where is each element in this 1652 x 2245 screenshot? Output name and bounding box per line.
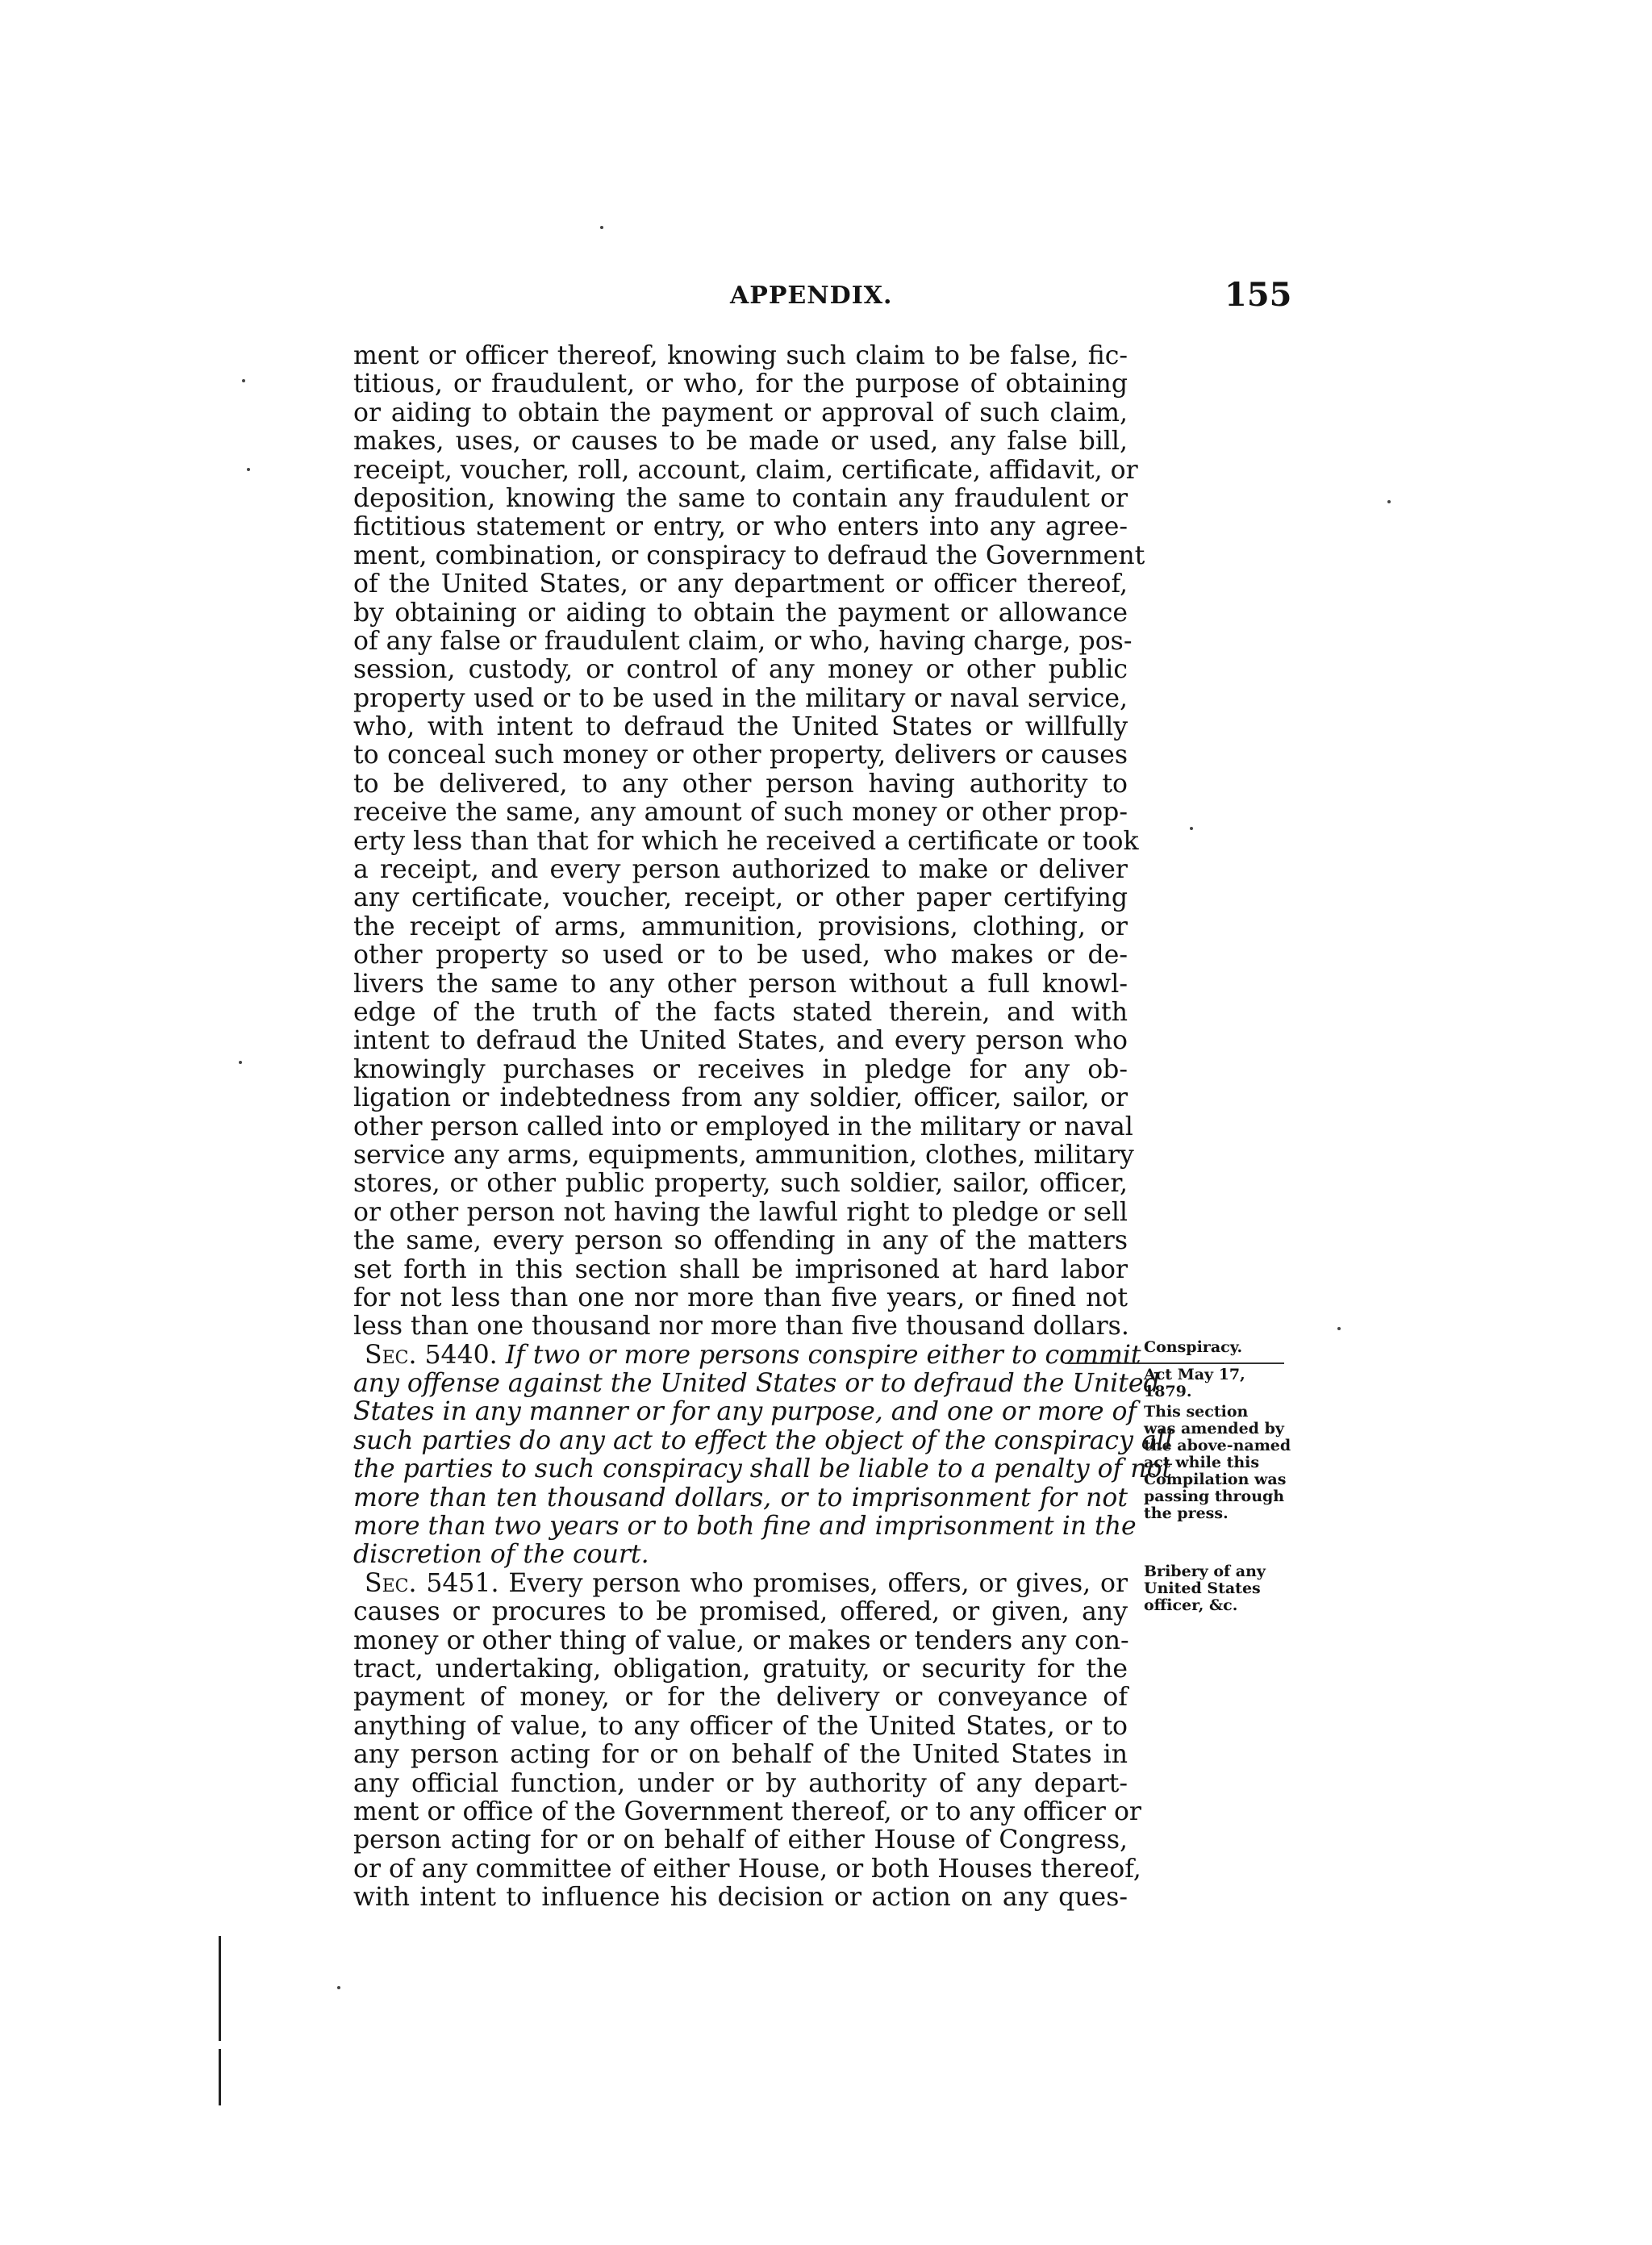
text-line: less than one thousand nor more than five thousand dollars. (353, 1312, 1129, 1342)
scan-speck (1337, 1327, 1341, 1330)
section-number: 5440. (424, 1340, 498, 1370)
text-line: ment, combination, or conspiracy to defraud the Government (353, 540, 1145, 570)
text-line: the parties to such conspiracy shall be liable to a penalty of not (353, 1454, 1173, 1484)
margin-note-line: Compilation was (1144, 1471, 1287, 1488)
margin-note-act-date: Act May 17, (1144, 1366, 1245, 1383)
text-line: set forth in this section shall be imprisoned at hard labor (353, 1254, 1128, 1284)
scan-speck (239, 1061, 242, 1064)
text-line: fictitious statement or entry, or who enters into any agree- (353, 512, 1128, 542)
text-line: erty less than that for which he received a certificate or took (353, 826, 1139, 856)
text-line: any official function, under or by authority of any depart- (353, 1768, 1128, 1798)
text-line: such parties do any act to effect the object of the conspiracy all (353, 1425, 1173, 1455)
margin-note-line: the above-named (1144, 1437, 1291, 1454)
text-line: ment or office of the Government thereof, or to any officer or (353, 1796, 1141, 1826)
margin-note-bribery (1144, 1563, 1302, 1614)
scan-speck (242, 379, 245, 382)
text-line: titious, or fraudulent, or who, for the purpose of obtaining (353, 369, 1128, 399)
margin-note-line: Bribery of any (1144, 1563, 1266, 1580)
text-line: service any arms, equipments, ammunition, clothes, military (353, 1140, 1134, 1170)
text-line: any person acting for or on behalf of the United States in (353, 1740, 1128, 1770)
text-line: any certificate, voucher, receipt, or other paper certifying (353, 883, 1128, 913)
section-number: 5451. (426, 1568, 499, 1598)
text-line: for not less than one nor more than five years, or fined not (353, 1283, 1128, 1312)
margin-note-line: the press. (1144, 1504, 1229, 1522)
margin-note-line: passing through (1144, 1488, 1285, 1505)
section-5451-heading-line (353, 1570, 1128, 1598)
text-line: deposition, knowing the same to contain any fraudulent or (353, 483, 1128, 513)
text-line: or other person not having the lawful right to pledge or sell (353, 1197, 1128, 1227)
text-line: receipt, voucher, roll, account, claim, certificate, affidavit, or (353, 455, 1138, 485)
text-line: any offense against the United States or to defraud the United (353, 1369, 1160, 1399)
margin-note-line: This section (1144, 1403, 1249, 1421)
text-line: or aiding to obtain the payment or approval of such claim, (353, 398, 1128, 428)
text-line: discretion of the court. (353, 1540, 649, 1570)
text-line: of any false or fraudulent claim, or who, having charge, pos- (353, 626, 1133, 656)
text-line: of the United States, or any department or officer thereof, (353, 570, 1128, 599)
margin-note-amendment (1144, 1404, 1302, 1522)
text-line: ligation or indebtedness from any soldier, officer, sailor, or (353, 1083, 1128, 1113)
text-line: other person called into or employed in the military or naval (353, 1112, 1133, 1141)
scan-speck (247, 468, 250, 471)
margin-note-line: officer, &c. (1144, 1596, 1238, 1614)
text-line: anything of value, to any officer of the United States, or to (353, 1711, 1128, 1741)
scan-speck (1190, 827, 1193, 830)
text-line: tract, undertaking, obligation, gratuity, or security for the (353, 1654, 1128, 1684)
text-line: who, with intent to defraud the United States or willfully (353, 712, 1128, 742)
margin-note-line: was amended by (1144, 1420, 1284, 1438)
text-line: States in any manner or for any purpose, and one or more of (353, 1397, 1137, 1427)
text-line: other property so used or to be used, who makes or de- (353, 941, 1128, 970)
margin-note-conspiracy: Conspiracy. (1144, 1338, 1243, 1356)
text-line: makes, uses, or causes to be made or used, any false bill, (353, 427, 1128, 457)
section-text: Every person who promises, offers, or gives, or (508, 1568, 1128, 1598)
margin-note-line: United States (1144, 1579, 1261, 1597)
text-line: livers the same to any other person without a full knowl- (353, 969, 1128, 999)
text-line: intent to defraud the United States, and every person who (353, 1026, 1128, 1056)
text-line: the same, every person so offending in any of the matters (353, 1226, 1128, 1256)
section-label: Sec. (365, 1568, 417, 1598)
text-line: ment or officer thereof, knowing such claim to be false, fic- (353, 341, 1128, 370)
text-line: stores, or other public property, such soldier, sailor, officer, (353, 1169, 1128, 1199)
text-line: to conceal such money or other property, delivers or causes (353, 741, 1128, 770)
text-line: payment of money, or for the delivery or conveyance of (353, 1683, 1128, 1713)
margin-note-line: act while this (1144, 1454, 1260, 1471)
text-line: a receipt, and every person authorized to make or deliver (353, 855, 1128, 885)
binding-edge-line (219, 2049, 221, 2105)
text-line: or of any committee of either House, or both Houses thereof, (353, 1854, 1141, 1884)
binding-edge-line (219, 1936, 221, 2041)
section-5440-heading-line (353, 1340, 1141, 1370)
text-line: person acting for or on behalf of either House of Congress, (353, 1826, 1128, 1855)
margin-rule (1065, 1362, 1284, 1364)
running-header: APPENDIX. (730, 282, 893, 310)
scan-speck (337, 1986, 340, 1989)
text-line: property used or to be used in the military or naval service, (353, 683, 1128, 713)
text-line: more than two years or to both fine and imprisonment in the (353, 1512, 1137, 1542)
scan-speck (1387, 500, 1391, 503)
text-line: the receipt of arms, ammunition, provisions, clothing, or (353, 912, 1128, 941)
margin-note-act-year: 1879. (1144, 1383, 1192, 1400)
section-label: Sec. (365, 1340, 417, 1370)
scan-speck (600, 226, 603, 229)
page-number: 155 (1224, 276, 1292, 314)
text-line: money or other thing of value, or makes or tenders any con- (353, 1625, 1129, 1655)
text-line: knowingly purchases or receives in pledge for any ob- (353, 1054, 1128, 1084)
text-line: by obtaining or aiding to obtain the payment or allowance (353, 598, 1128, 628)
text-line: causes or procures to be promised, offered, or given, any (353, 1597, 1128, 1627)
text-line: with intent to influence his decision or action on any ques- (353, 1883, 1128, 1913)
text-line: session, custody, or control of any money or other public (353, 655, 1128, 685)
text-line: edge of the truth of the facts stated therein, and with (353, 997, 1128, 1027)
text-line: more than ten thousand dollars, or to imprisonment for not (353, 1483, 1128, 1513)
text-line: to be delivered, to any other person having authority to (353, 769, 1128, 799)
section-text: If two or more persons conspire either to commit (505, 1340, 1141, 1370)
text-line: receive the same, any amount of such money or other prop- (353, 798, 1128, 828)
